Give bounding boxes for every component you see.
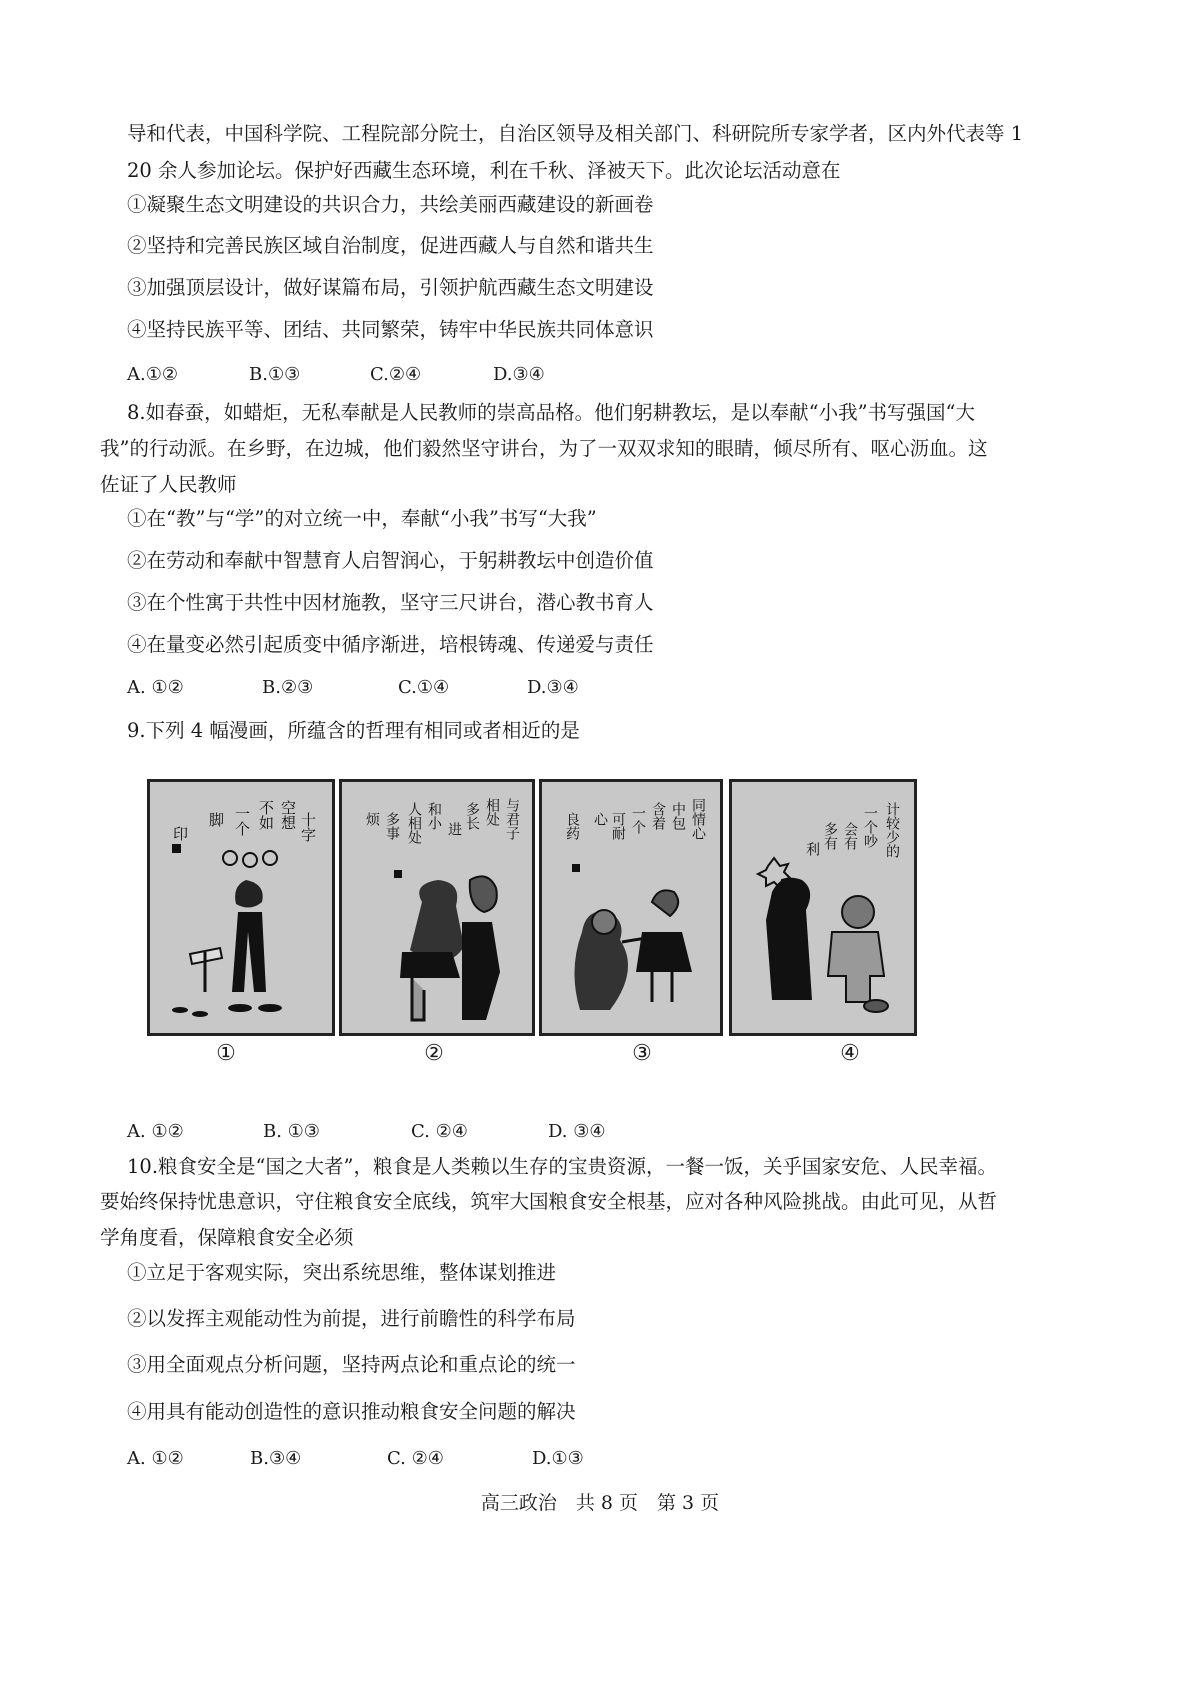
comic-3-text-4: 一个 — [630, 806, 646, 834]
q7-option-b: B.①③ — [249, 364, 301, 385]
q8-stem-line-1: 8.如春蚕，如蜡炬，无私奉献是人民教师的崇高品格。他们躬耕教坛，是以奉献“小我”书写强国“大 — [127, 401, 976, 424]
q7-item-3: ③加强顶层设计，做好谋篇布局，引领护航西藏生态文明建设 — [127, 276, 654, 299]
q9-option-d: D. ③④ — [548, 1121, 606, 1142]
q8-stem-line-3: 佐证了人民教师 — [100, 473, 237, 496]
q9-option-a: A. ①② — [127, 1121, 184, 1142]
comic-3-text-1: 同情心 — [690, 798, 706, 840]
comic-panel-2 — [339, 779, 535, 1036]
q10-item-4: ④用具有能动创造性的意识推动粮食安全问题的解决 — [127, 1400, 576, 1423]
comic-1-text-2: 空想 — [279, 800, 297, 830]
q7-item-4: ④坚持民族平等、团结、共同繁荣，铸牢中华民族共同体意识 — [127, 318, 654, 341]
comic-3-text-3: 含着 — [650, 802, 666, 830]
q7-option-d: D.③④ — [493, 364, 545, 385]
comic-panel-3 — [539, 779, 723, 1036]
comic-3-text-2: 中包 — [670, 802, 686, 830]
comic-drawing-4 — [732, 782, 914, 1033]
comic-2-text-1: 与君子 — [504, 798, 520, 840]
comic-caption-1: ① — [216, 1041, 236, 1066]
comic-drawing-2 — [342, 782, 532, 1033]
comic-panel-1 — [147, 779, 335, 1036]
comic-2-text-4: 进 — [446, 822, 462, 836]
comic-1-text-5: 脚 — [207, 812, 225, 827]
q9-option-c: C. ②④ — [411, 1121, 468, 1142]
comic-drawing-1 — [150, 782, 332, 1033]
comic-3-text-6: 心 — [592, 812, 608, 826]
q8-item-2: ②在劳动和奉献中智慧育人启智润心，于躬耕教坛中创造价值 — [127, 549, 654, 572]
q7-item-1: ①凝聚生态文明建设的共识合力，共绘美丽西藏建设的新画卷 — [127, 193, 654, 216]
comic-caption-2: ② — [424, 1041, 444, 1066]
q7-stem-line-2: 20 余人参加论坛。保护好西藏生态环境，利在千秋、泽被天下。此次论坛活动意在 — [127, 159, 841, 182]
q10-stem-line-1: 10.粮食安全是“国之大者”，粮食是人类赖以生存的宝贵资源，一餐一饭，关乎国家安危、人民幸福。 — [127, 1155, 997, 1178]
comic-2-text-7: 多事 — [384, 812, 400, 840]
comic-1-text — [171, 799, 317, 842]
comic-caption-3: ③ — [632, 1041, 652, 1066]
q10-item-3: ③用全面观点分析问题，坚持两点论和重点论的统一 — [127, 1353, 576, 1376]
comic-4-text-2: 一个吵 — [862, 806, 878, 848]
comic-4-text-4: 多有 — [822, 822, 838, 850]
q8-option-a: A. ①② — [127, 677, 184, 698]
q7-stem-line-1: 导和代表，中国科学院、工程院部分院士，自治区领导及相关部门、科研院所专家学者，区内外代表等 1 — [127, 122, 1024, 145]
q10-stem-line-2: 要始终保持忧患意识，守住粮食安全底线，筑牢大国粮食安全根基，应对各种风险挑战。由此可见，从哲 — [100, 1190, 998, 1213]
comic-4-text-5: 利 — [804, 842, 820, 856]
comic-2-text-3: 多长 — [464, 802, 480, 830]
q7-option-a: A.①② — [127, 364, 178, 385]
comic-2-text-8: 烦 — [364, 812, 380, 826]
q8-item-3: ③在个性寓于共性中因材施教，坚守三尺讲台，潜心教书育人 — [127, 591, 654, 614]
q8-option-d: D.③④ — [527, 677, 579, 698]
comic-panel-4 — [729, 779, 917, 1036]
comic-caption-4: ④ — [840, 1041, 860, 1066]
q10-option-d: D.①③ — [532, 1448, 584, 1469]
comic-1-text-6: 印 — [171, 826, 189, 841]
q9-stem: 9.下列 4 幅漫画，所蕴含的哲理有相同或者相近的是 — [127, 719, 580, 742]
q9-option-b: B. ①③ — [263, 1121, 320, 1142]
q10-option-b: B.③④ — [250, 1448, 302, 1469]
q8-option-c: C.①④ — [398, 677, 450, 698]
q10-option-a: A. ①② — [127, 1448, 184, 1469]
comic-3-text-7: 良药 — [564, 812, 580, 840]
q8-stem-line-2: 我”的行动派。在乡野，在边城，他们毅然坚守讲台，为了一双双求知的眼睛，倾尽所有、呕心沥血。这 — [100, 437, 988, 460]
q7-option-c: C.②④ — [370, 364, 422, 385]
q10-item-1: ①立足于客观实际，突出系统思维，整体谋划推进 — [127, 1261, 557, 1284]
q10-stem-line-3: 学角度看，保障粮食安全必须 — [100, 1226, 354, 1249]
comic-1-text-3: 不如 — [257, 800, 275, 830]
comic-1-text-1: 十字 — [299, 812, 317, 842]
comic-3-text-5: 可耐 — [610, 812, 626, 840]
comic-2-text-5: 和小 — [426, 802, 442, 830]
comic-2-text-2: 相处 — [484, 798, 500, 826]
comic-2-text-6: 人相处 — [406, 802, 422, 844]
q7-item-2: ②坚持和完善民族区域自治制度，促进西藏人与自然和谐共生 — [127, 234, 654, 257]
q10-item-2: ②以发挥主观能动性为前提，进行前瞻性的科学布局 — [127, 1307, 576, 1330]
q8-option-b: B.②③ — [262, 677, 314, 698]
q8-item-1: ①在“教”与“学”的对立统一中，奉献“小我”书写“大我” — [127, 507, 597, 530]
comic-4-text-3: 会有 — [842, 822, 858, 850]
page-footer: 高三政治 共 8 页 第 3 页 — [480, 1492, 720, 1514]
q8-item-4: ④在量变必然引起质变中循序渐进，培根铸魂、传递爱与责任 — [127, 633, 654, 656]
q10-option-c: C. ②④ — [387, 1448, 444, 1469]
comic-4-text-1: 计较少的 — [884, 802, 900, 858]
comic-1-text-4: 一个 — [233, 806, 251, 836]
comic-drawing-3 — [542, 782, 720, 1033]
